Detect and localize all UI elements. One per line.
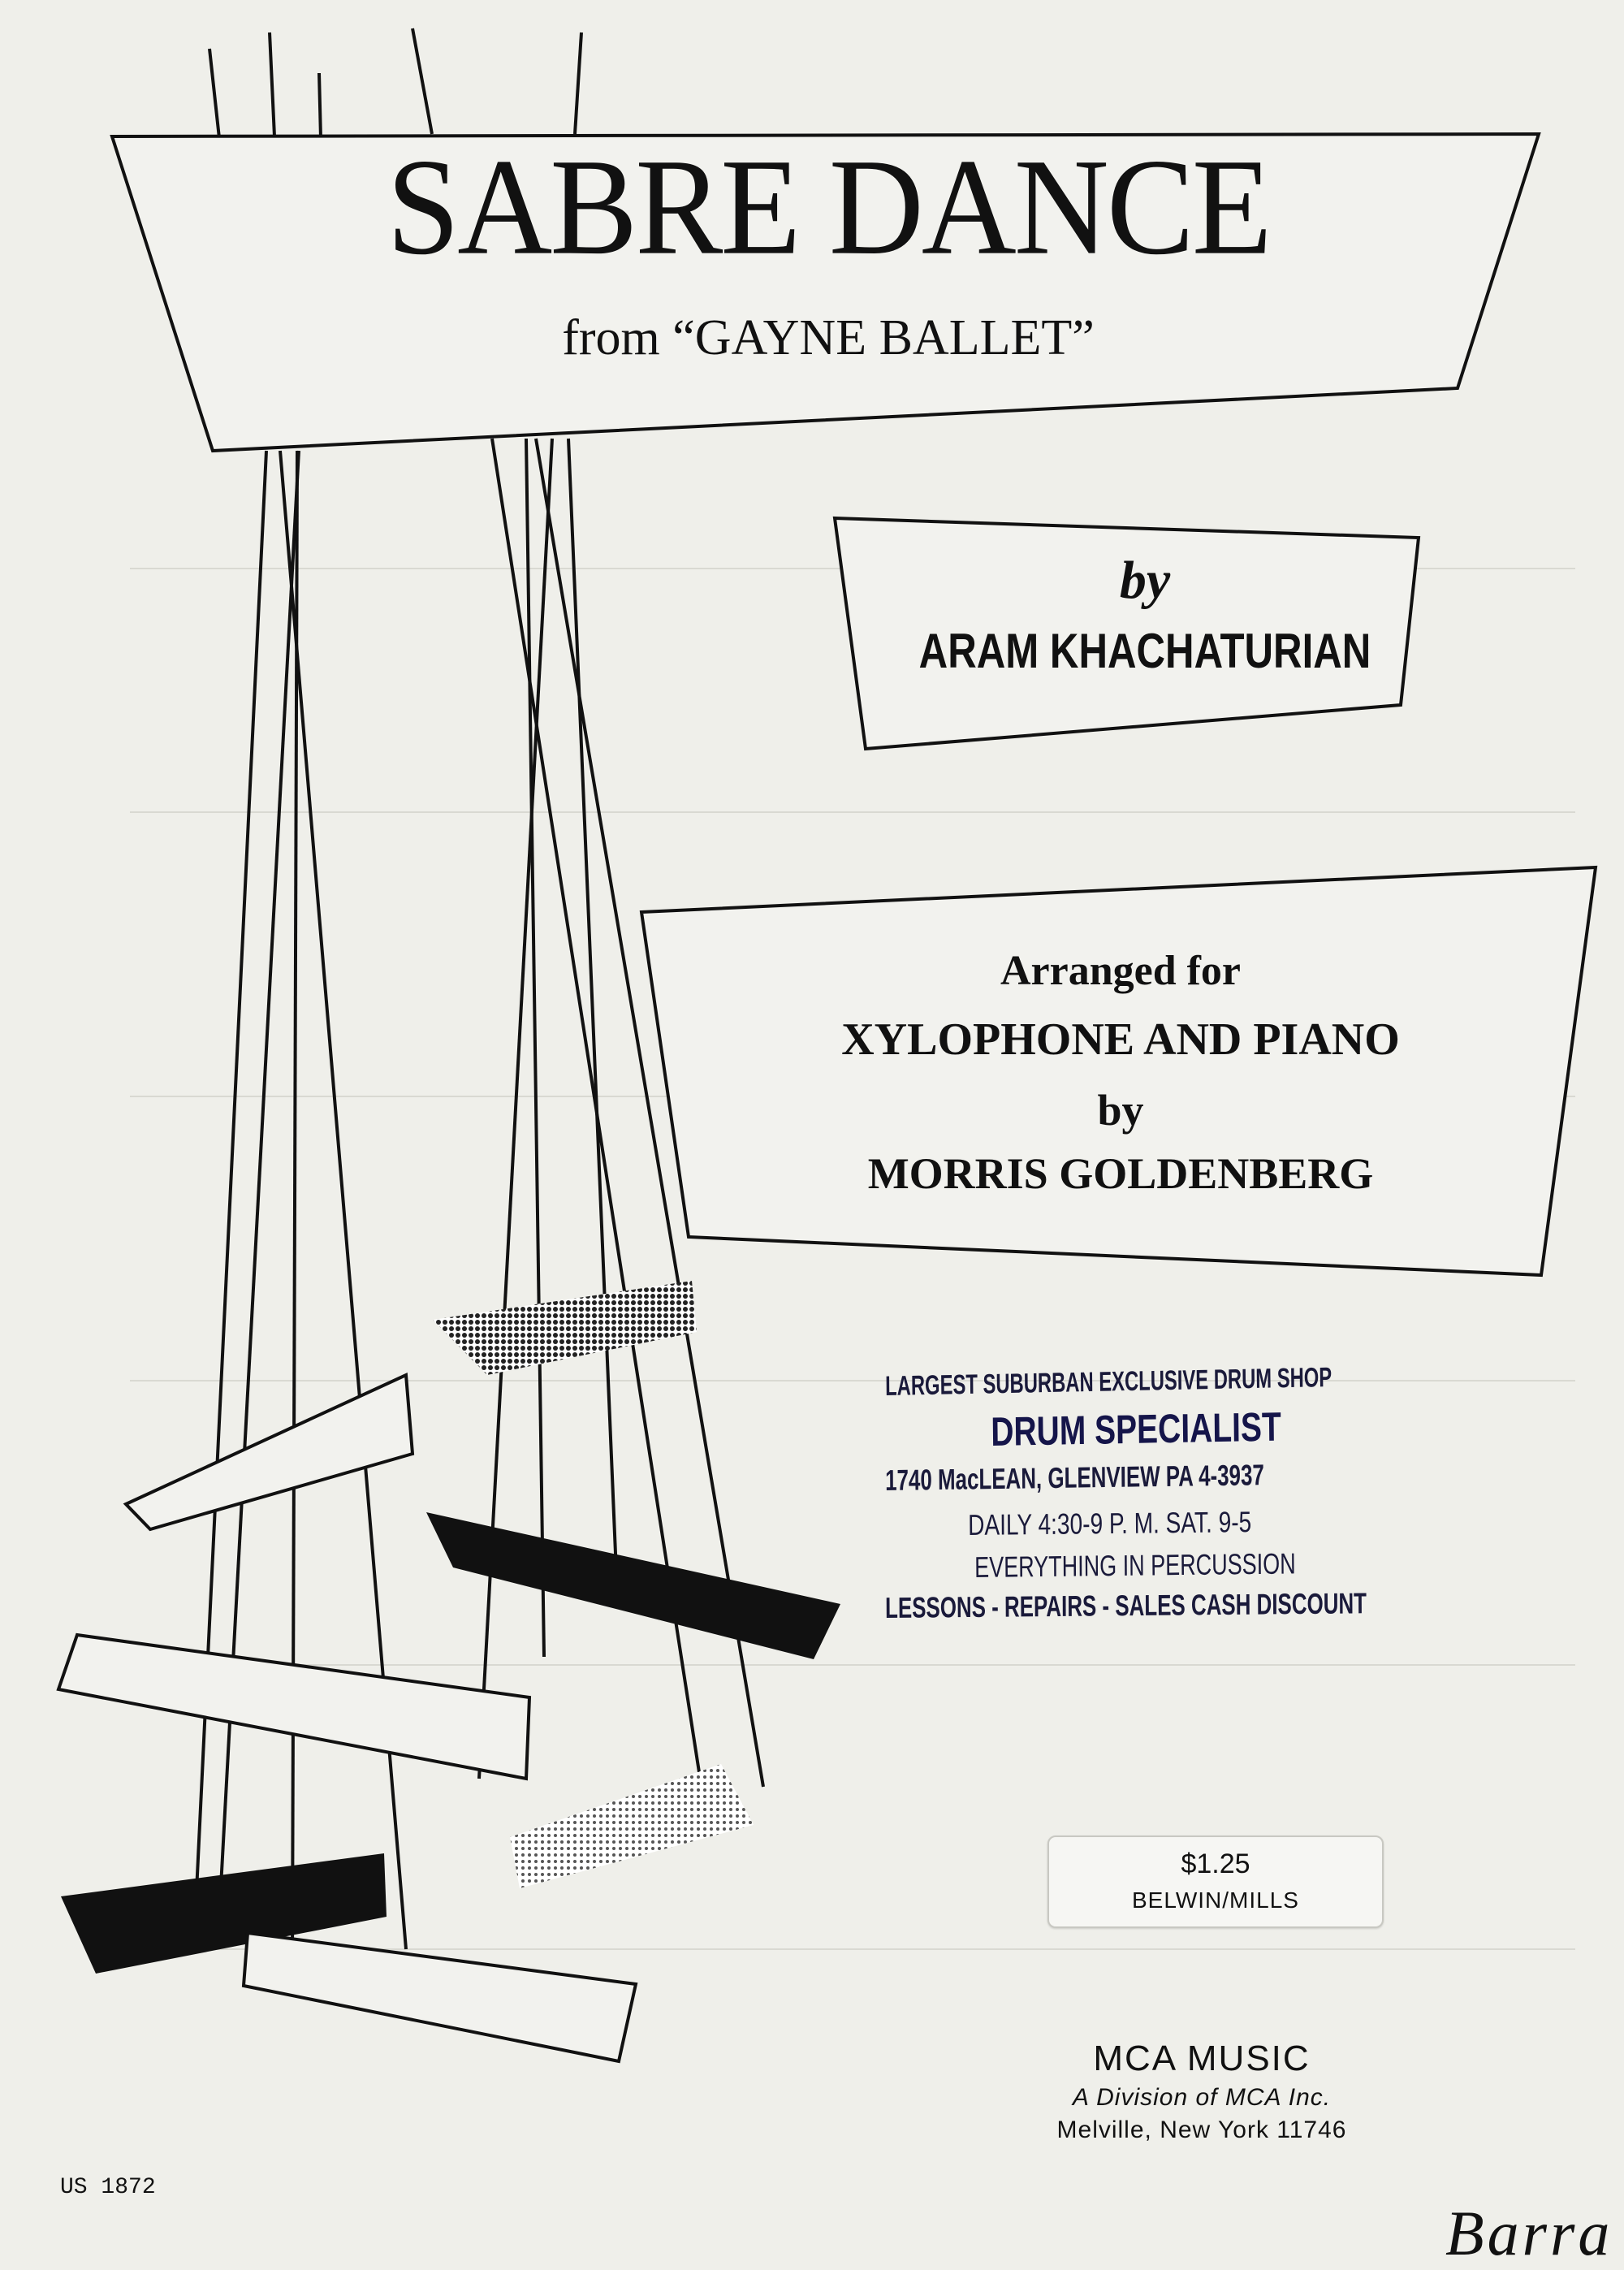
instrumentation: XYLOPHONE AND PIANO [841, 1014, 1400, 1065]
stamp-line: LARGEST SUBURBAN EXCLUSIVE DRUM SHOP [884, 1362, 1332, 1402]
publisher-address: Melville, New York 11746 [1056, 2117, 1347, 2143]
arranged-for-label: Arranged for [1000, 948, 1242, 994]
arranger-name: MORRIS GOLDENBERG [867, 1149, 1374, 1198]
dotted-bar-lower [510, 1764, 754, 1888]
cover-subtitle: from “GAYNE BALLET” [562, 310, 1095, 365]
composer-name: ARAM KHACHATURIAN [918, 624, 1371, 678]
stamp-line: EVERYTHING IN PERCUSSION [974, 1546, 1296, 1584]
catalog-number: US 1872 [60, 2175, 156, 2200]
dotted-bar-top [433, 1281, 697, 1375]
price: $1.25 [1181, 1848, 1250, 1879]
handwritten-note: Barra [1445, 2198, 1613, 2268]
top-tick-lines [209, 28, 581, 138]
stamp-line: LESSONS - REPAIRS - SALES CASH DISCOUNT [884, 1586, 1367, 1624]
price-sticker [1047, 1835, 1384, 1928]
by-composer-label: by [1119, 551, 1171, 610]
stamp-line: 1740 MacLEAN, GLENVIEW PA 4-3937 [884, 1458, 1264, 1497]
arranger-box [641, 867, 1596, 1275]
stamp-shop-name: DRUM SPECIALIST [990, 1403, 1282, 1455]
publisher-name: MCA MUSIC [1093, 2039, 1311, 2078]
sticker-publisher: BELWIN/MILLS [1132, 1887, 1299, 1913]
by-arranger-label: by [1097, 1086, 1144, 1135]
cover-title: SABRE DANCE [387, 131, 1270, 284]
outlined-bar-3 [244, 1933, 636, 2061]
publisher-division: A Division of MCA Inc. [1072, 2084, 1332, 2111]
stamp-line: DAILY 4:30-9 P. M. SAT. 9-5 [967, 1505, 1252, 1541]
